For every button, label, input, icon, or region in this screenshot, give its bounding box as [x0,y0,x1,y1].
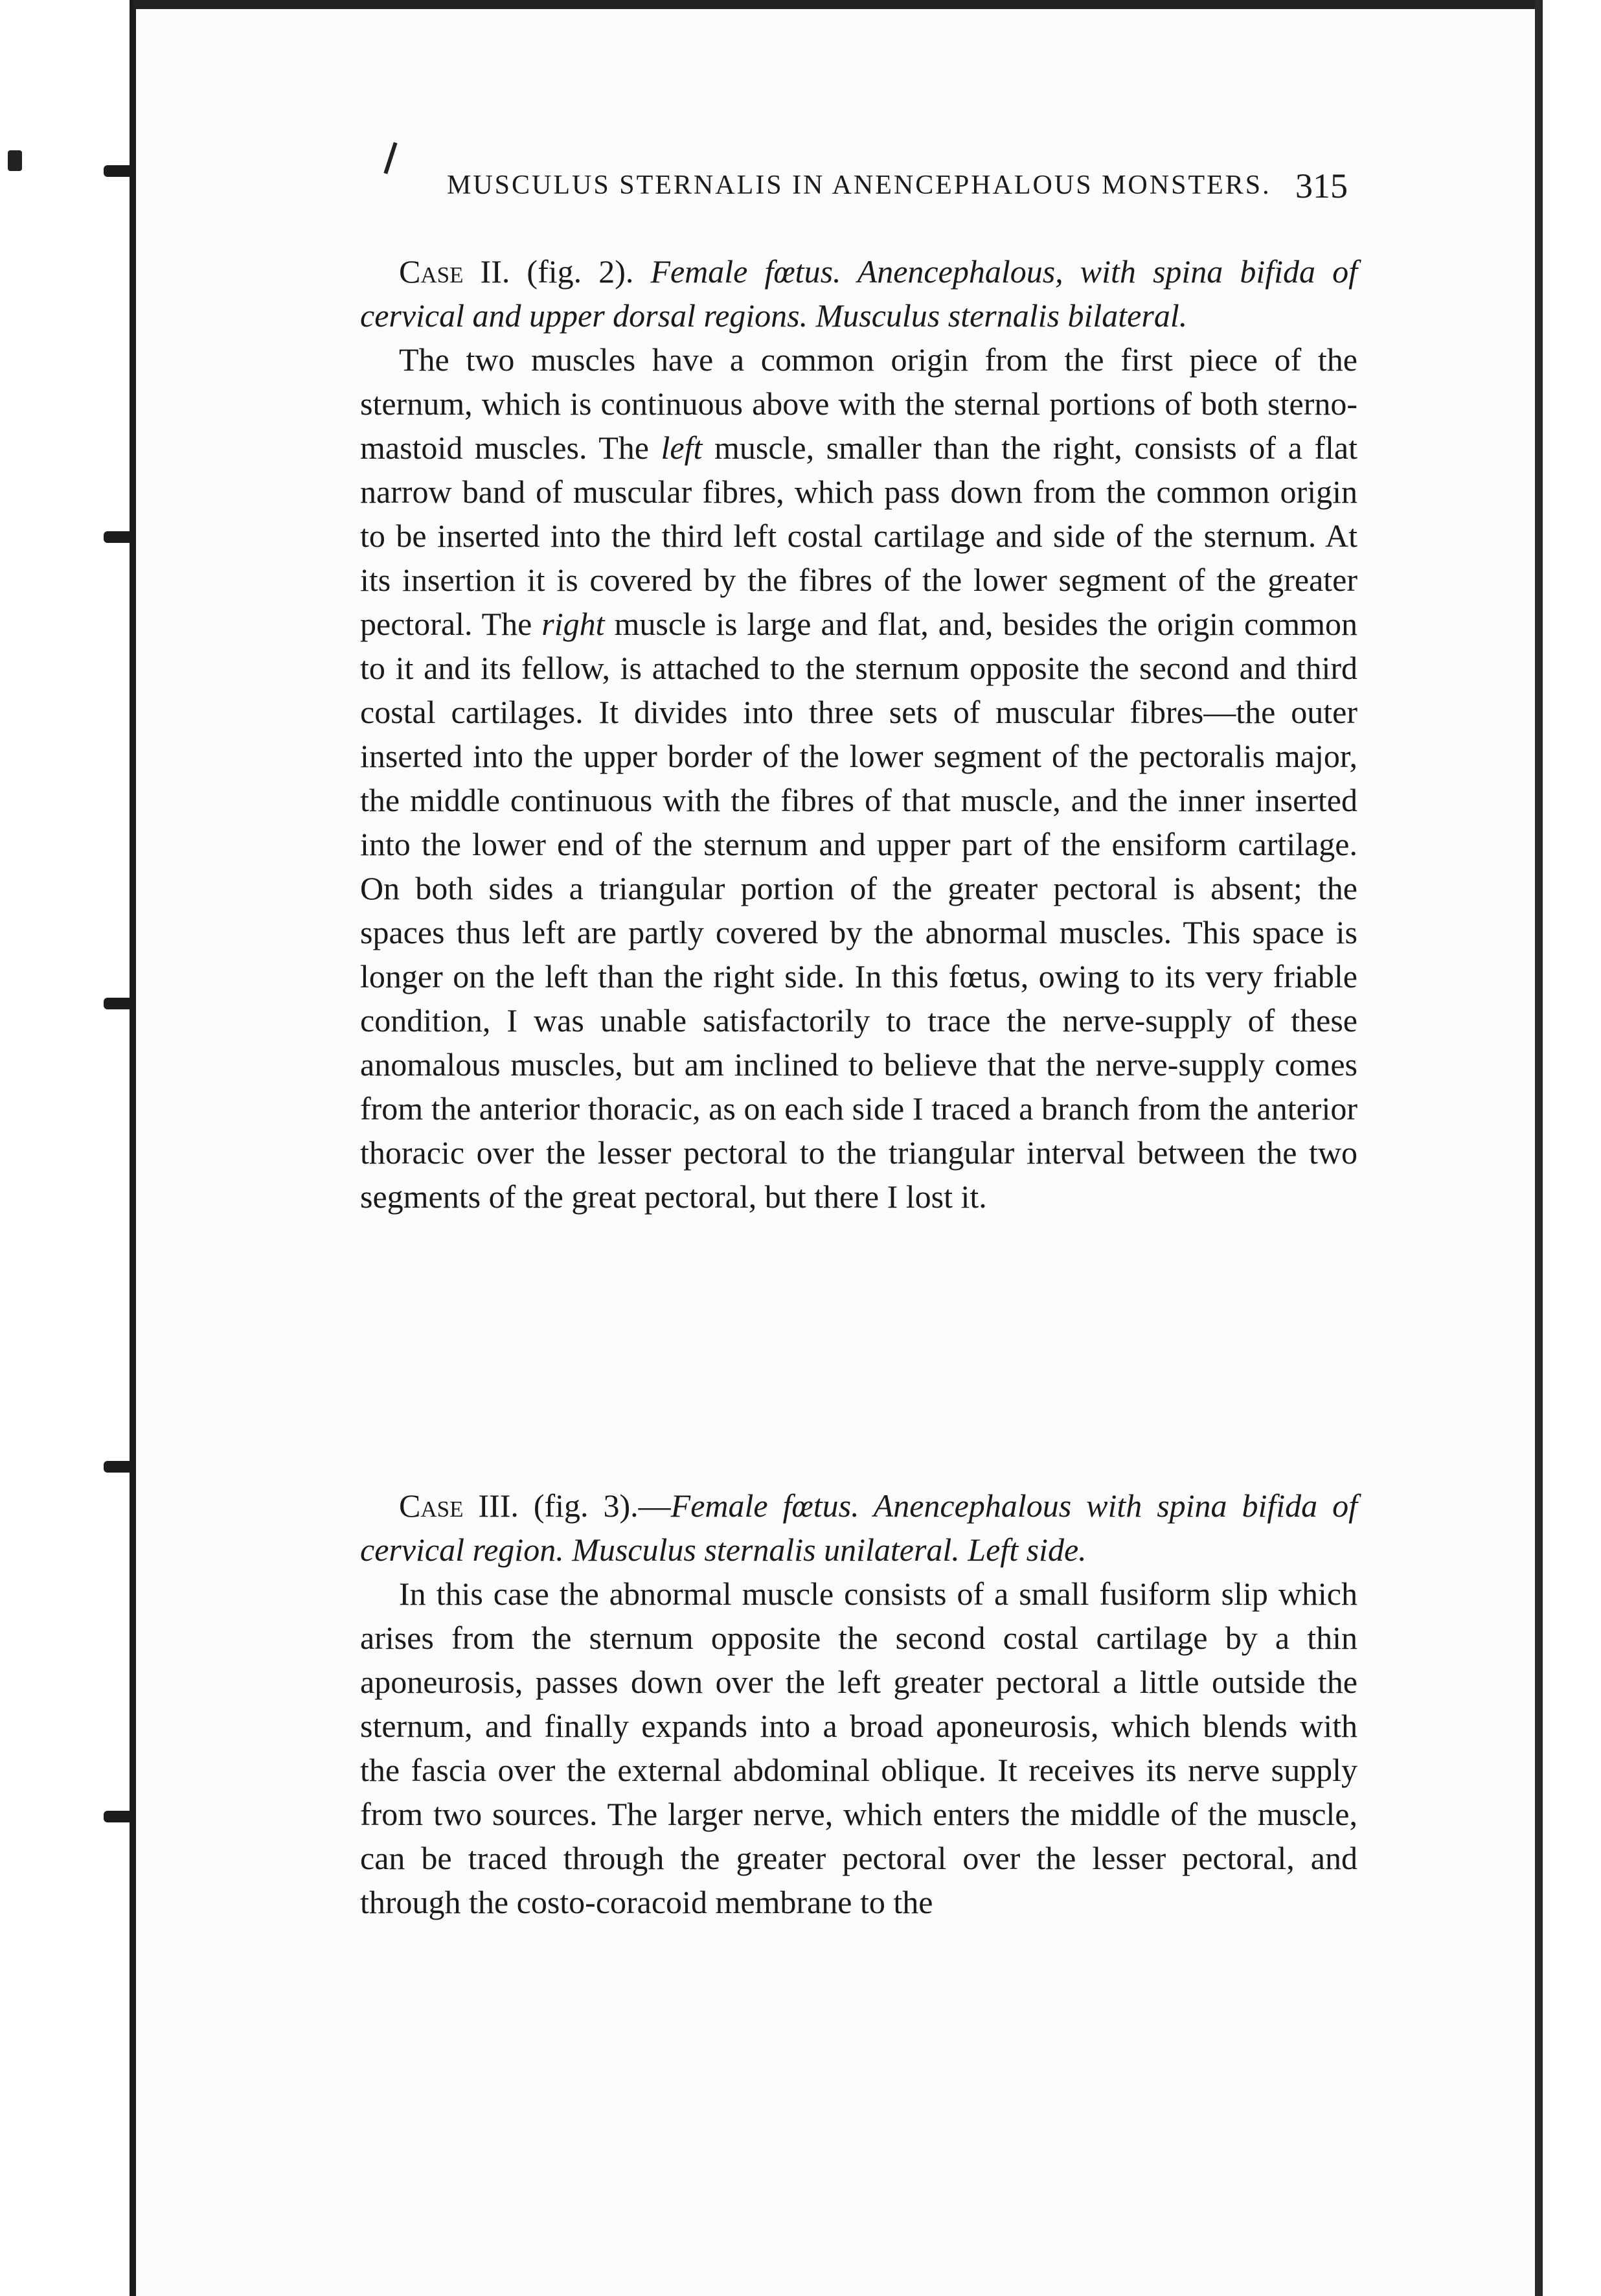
case-heading [360,1484,1357,1572]
case-heading [360,249,1357,338]
scan-left-margin [0,0,130,2296]
running-head: MUSCULUS STERNALIS IN ANENCEPHALOUS MONSTERS. [447,170,1271,200]
emphasis-left: left [661,430,703,466]
figure-reference: (fig. 3).— [518,1487,671,1524]
case-label: Case II. [399,253,510,290]
page-number: 315 [1295,166,1348,205]
case-description: Female fœtus. Anencephalous, with spina bifida of cervical and upper dorsal regions. Musculus sternalis bilateral. [360,253,1358,334]
body-text: The two muscles have a common origin from the first piece of the sternum, which is continuous above with the sternal portions of both sterno-mastoid muscles. The [360,341,1357,466]
body-text: muscle is large and flat, and, besides the origin common to it and its fellow, is attached to the sternum opposite the second and third costal cartilages. It divides into three sets of muscular fibres—the outer inserted into the upper border of the lower segment of the pectoralis major, the middle continuous with the fibres of that muscle, and the inner inserted into the lower end of the sternum and upper part of the ensiform cartilage. On both sides a triangular portion of the greater pectoral is absent; the spaces thus left are partly covered by the abnormal muscles. This space is longer on the left than the right side. In this fœtus, owing to its very friable condition, I was unable satisfactorily to trace the nerve-supply of these anomalous muscles, but am inclined to believe that the nerve-supply comes from the anterior thoracic, as on each side I traced a branch from the anterior thoracic over the lesser pectoral to the triangular interval between the two segments of the great pectoral, but there I lost it. [360,606,1357,1215]
body-paragraph [360,338,1357,1219]
case-iii-section [360,1484,1357,1924]
page-binding-edge [130,0,136,2296]
case-label: Case III. [399,1487,519,1524]
body-text: muscle, smaller than the right, consists of a flat narrow band of muscular fibres, which pass down from the common origin to be inserted into the third left costal cartilage and side of the sternum. At its insertion it is covered by the fibres of the lower segment of the greater pectoral. The [360,430,1357,642]
stray-ink-mark [383,142,397,174]
emphasis-right: right [541,606,605,642]
body-paragraph: In this case the abnormal muscle consists of a small fusiform slip which arises from the sternum opposite the second costal cartilage by a thin aponeurosis, passes down over the left greater pectoral a little outside the sternum, and finally expands into a broad aponeurosis, which blends with the fascia over the external abdominal oblique. It receives its nerve supply from two sources. The larger nerve, which enters the middle of the muscle, can be traced through the greater pectoral over the lesser pectoral, and through the costo-coracoid membrane to the [360,1576,1357,1920]
case-description: Female fœtus. Anencephalous with spina bifida of cervical region. Musculus sternalis unilateral. Left side. [360,1487,1358,1568]
case-ii-section [360,249,1357,1219]
figure-reference: (fig. 2). [510,253,651,290]
margin-ink-mark [8,150,22,171]
page-top-edge [133,0,1538,9]
page-right-edge [1535,0,1543,2296]
